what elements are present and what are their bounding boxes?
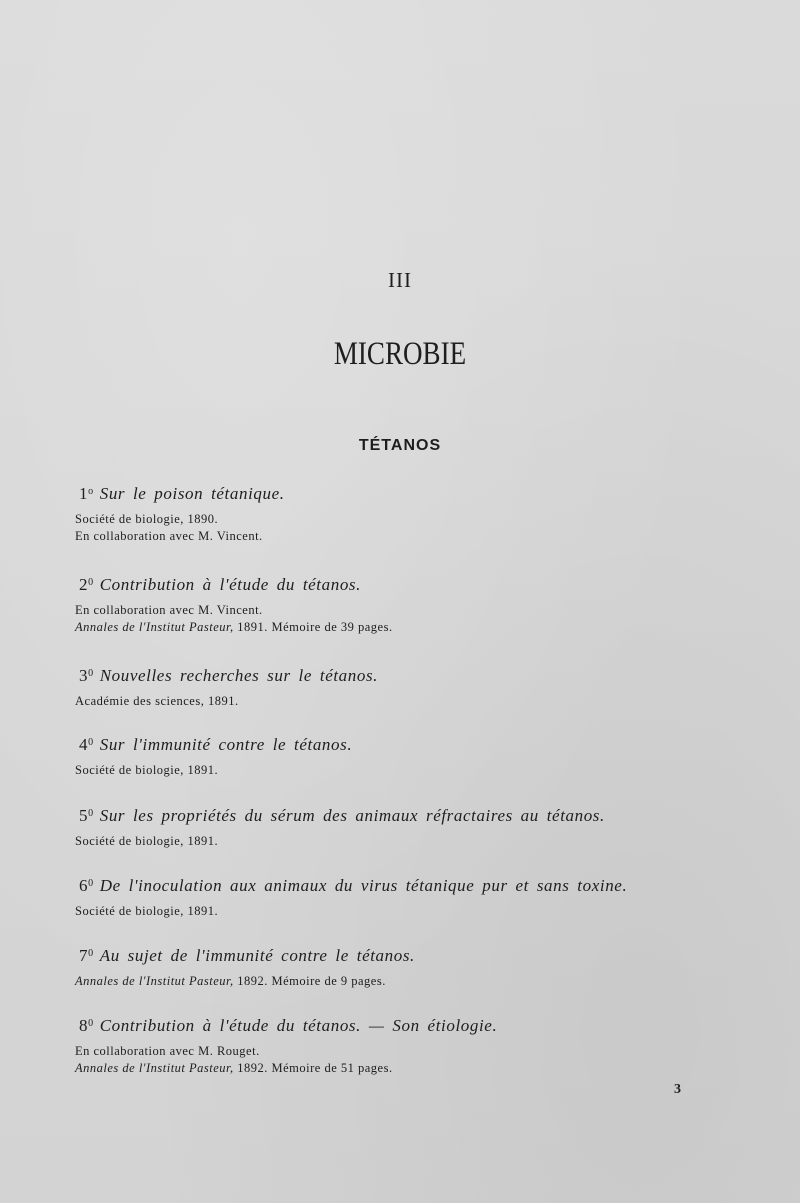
publication-entry-5 <box>75 806 715 850</box>
entry-detail-line: En collaboration avec M. Vincent. <box>75 603 263 617</box>
publication-entry-1 <box>75 484 715 545</box>
entry-title <box>79 735 715 755</box>
entry-title-text: Au sujet de l'immunité contre le tétanos. <box>99 946 415 965</box>
publication-entry-8 <box>75 1016 715 1077</box>
entry-detail-line: En collaboration avec M. Vincent. <box>75 529 263 543</box>
entry-number: $2^0$ <box>79 575 94 594</box>
journal-name: Annales de l'Institut Pasteur, <box>75 620 234 634</box>
page-number: 3 <box>674 1082 681 1097</box>
entry-title-text: Contribution à l'étude du tétanos. — Son étiologie. <box>99 1016 498 1035</box>
entry-title-text: Sur les propriétés du sérum des animaux réfractaires au tétanos. <box>99 806 605 825</box>
entry-title <box>79 484 715 504</box>
part-numeral: III <box>388 268 412 292</box>
entry-detail-line: Annales de l'Institut Pasteur, 1891. Mémoire de 39 pages. <box>75 620 393 634</box>
entry-title <box>79 946 715 966</box>
entry-title <box>79 876 715 896</box>
section-title: TÉTANOS <box>358 437 442 454</box>
entry-title-text: Sur l'immunité contre le tétanos. <box>99 735 353 754</box>
entry-detail-line: Société de biologie, 1891. <box>75 834 219 848</box>
entry-detail-line: Société de biologie, 1890. <box>75 512 219 526</box>
entry-title <box>79 806 715 826</box>
part-title: MICROBIE <box>333 336 467 372</box>
entry-detail-line: En collaboration avec M. Rouget. <box>75 1044 260 1058</box>
journal-name: Annales de l'Institut Pasteur, <box>75 974 234 988</box>
entry-title-text: Sur le poison tétanique. <box>99 484 285 503</box>
entry-title-text: De l'inoculation aux animaux du virus tétanique pur et sans toxine. <box>99 876 628 895</box>
entry-detail-line: Société de biologie, 1891. <box>75 904 219 918</box>
publication-entry-6 <box>75 876 715 920</box>
publication-entry-4 <box>75 735 715 779</box>
journal-name: Annales de l'Institut Pasteur, <box>75 1061 234 1075</box>
entry-title <box>79 1016 715 1036</box>
entry-detail-line: Académie des sciences, 1891. <box>75 694 239 708</box>
entry-detail-line: Annales de l'Institut Pasteur, 1892. Mémoire de 9 pages. <box>75 974 386 988</box>
entry-number: $8^0$ <box>79 1016 94 1035</box>
entry-number: $6^0$ <box>79 876 94 895</box>
publication-entry-7 <box>75 946 715 990</box>
publication-entry-3 <box>75 666 715 710</box>
entry-number: $4^0$ <box>79 735 94 754</box>
entry-title <box>79 666 715 686</box>
entry-number: $7^0$ <box>79 946 94 965</box>
entry-detail-line: Société de biologie, 1891. <box>75 763 219 777</box>
entry-title <box>79 575 715 595</box>
entry-number: $5^0$ <box>79 806 94 825</box>
entry-title-text: Nouvelles recherches sur le tétanos. <box>99 666 379 685</box>
publication-entry-2 <box>75 575 715 636</box>
entry-number: $3^0$ <box>79 666 94 685</box>
entry-detail-line: Annales de l'Institut Pasteur, 1892. Mémoire de 51 pages. <box>75 1061 393 1075</box>
entry-number: 1$^o$ <box>79 484 94 503</box>
entry-title-text: Contribution à l'étude du tétanos. <box>99 575 361 594</box>
